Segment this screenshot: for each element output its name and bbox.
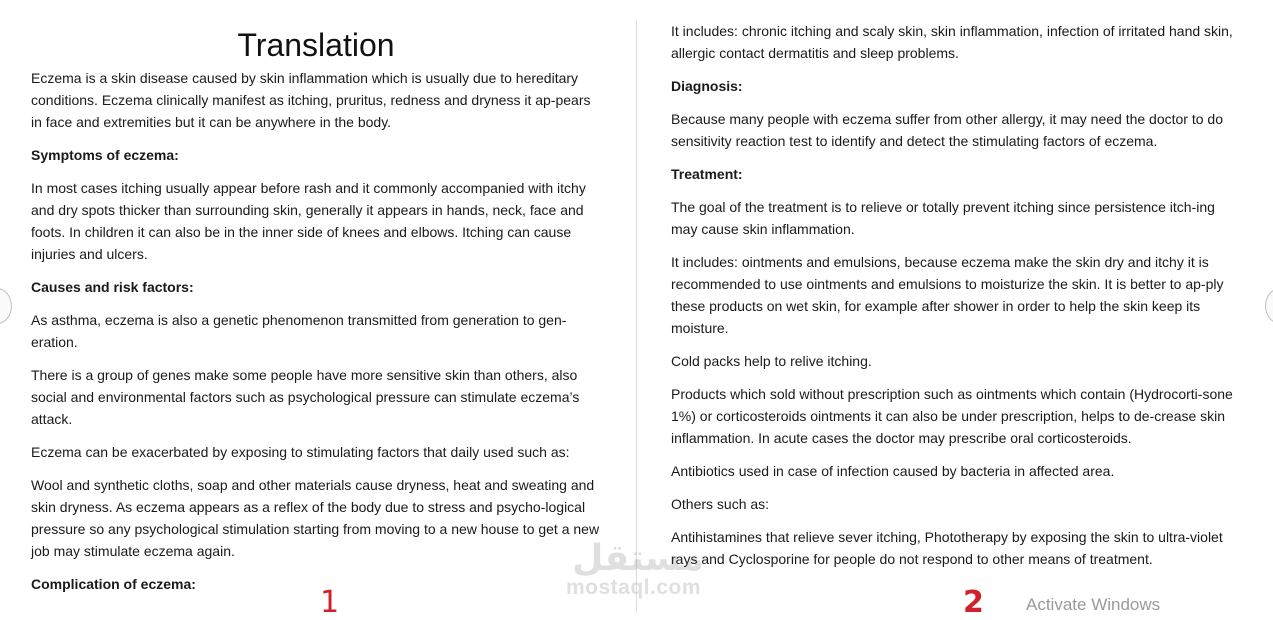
left-page-paragraph: As asthma, eczema is also a genetic phenomenon transmitted from generation to gen-eration. [31, 312, 567, 350]
chevron-right-icon[interactable] [1265, 288, 1273, 324]
right-page-paragraph: Products which sold without prescription such as ointments which contain (Hydrocorti-sone 1%) or corticosteroids ointments it can also be under prescription, helps to de-crease skin inflammation. In acute cases the doctor may prescribe oral corticosteroids. [671, 386, 1233, 446]
page-number-left: 1 [320, 585, 340, 620]
left-page-paragraph: Eczema is a skin disease caused by skin inflammation which is usually due to hereditary conditions. Eczema clinically manifest as itching, pruritus, redness and dryness it ap-pears in face and extremities but it can be anywhere in the body. [31, 70, 591, 130]
left-page-paragraph: Eczema can be exacerbated by exposing to stimulating factors that daily used such as: [31, 444, 570, 460]
left-page-paragraph: There is a group of genes make some people have more sensitive skin than others, also social and environmental factors such as psychological pressure can stimulate eczema’s attack. [31, 367, 580, 427]
page-number-right: 2 [963, 585, 984, 620]
watermark-logo-text: مستقل [572, 538, 704, 578]
activate-windows-overlay[interactable]: Activate Windows [1026, 595, 1161, 614]
right-page-paragraph: The goal of the treatment is to relieve or totally prevent itching since persistence itch-ing may cause skin inflammation. [671, 199, 1215, 237]
page-divider [636, 20, 637, 613]
watermark-text: mostaql.com [566, 576, 702, 599]
right-page-heading: Treatment: [671, 166, 743, 182]
left-page [31, 67, 603, 606]
right-page-paragraph: Antibiotics used in case of infection caused by bacteria in affected area. [671, 463, 1115, 479]
right-page-paragraph: Cold packs help to relive itching. [671, 353, 872, 369]
left-page-heading: Symptoms of eczema: [31, 147, 179, 163]
right-page-paragraph: Because many people with eczema suffer from other allergy, it may need the doctor to do sensitivity reaction test to identify and detect the stimulating factors of eczema. [671, 111, 1223, 149]
chevron-left-icon[interactable] [0, 288, 12, 324]
left-page-paragraph: In most cases itching usually appear before rash and it commonly accompanied with itchy and dry spots thicker than surrounding skin, generally it appears in hands, neck, face and foots. In children it can also be in the inner side of knees and elbows. Itching can cause injuries and ulcers. [31, 180, 586, 262]
left-page-paragraph: Wool and synthetic cloths, soap and other materials cause dryness, heat and sweating and skin dryness. As eczema appears as a reflex of the body due to stress and psycho-logical pressure so any psychological stimulation starting from moving to a new house to get a new job may stimulate eczema again. [31, 477, 600, 559]
right-page-paragraph: Antihistamines that relieve sever itching, Phototherapy by exposing the skin to ultra-violet rays and Cyclosporine for people do not respond to other means of treatment. [671, 529, 1223, 567]
left-page-heading: Complication of eczema: [31, 576, 196, 592]
right-page-heading: Diagnosis: [671, 78, 743, 94]
right-page [671, 20, 1243, 581]
page-title: Translation [237, 27, 395, 63]
right-page-paragraph: It includes: ointments and emulsions, because eczema make the skin dry and itchy it is recommended to use ointments and emulsions to moisturize the skin. It is better to ap-ply these products on wet skin, for example after shower in order to help the skin keep its moisture. [671, 254, 1224, 336]
left-page-heading: Causes and risk factors: [31, 279, 194, 295]
right-page-paragraph: Others such as: [671, 496, 770, 512]
right-page-paragraph: It includes: chronic itching and scaly skin, skin inflammation, infection of irritated hand skin, allergic contact dermatitis and sleep problems. [671, 23, 1233, 61]
